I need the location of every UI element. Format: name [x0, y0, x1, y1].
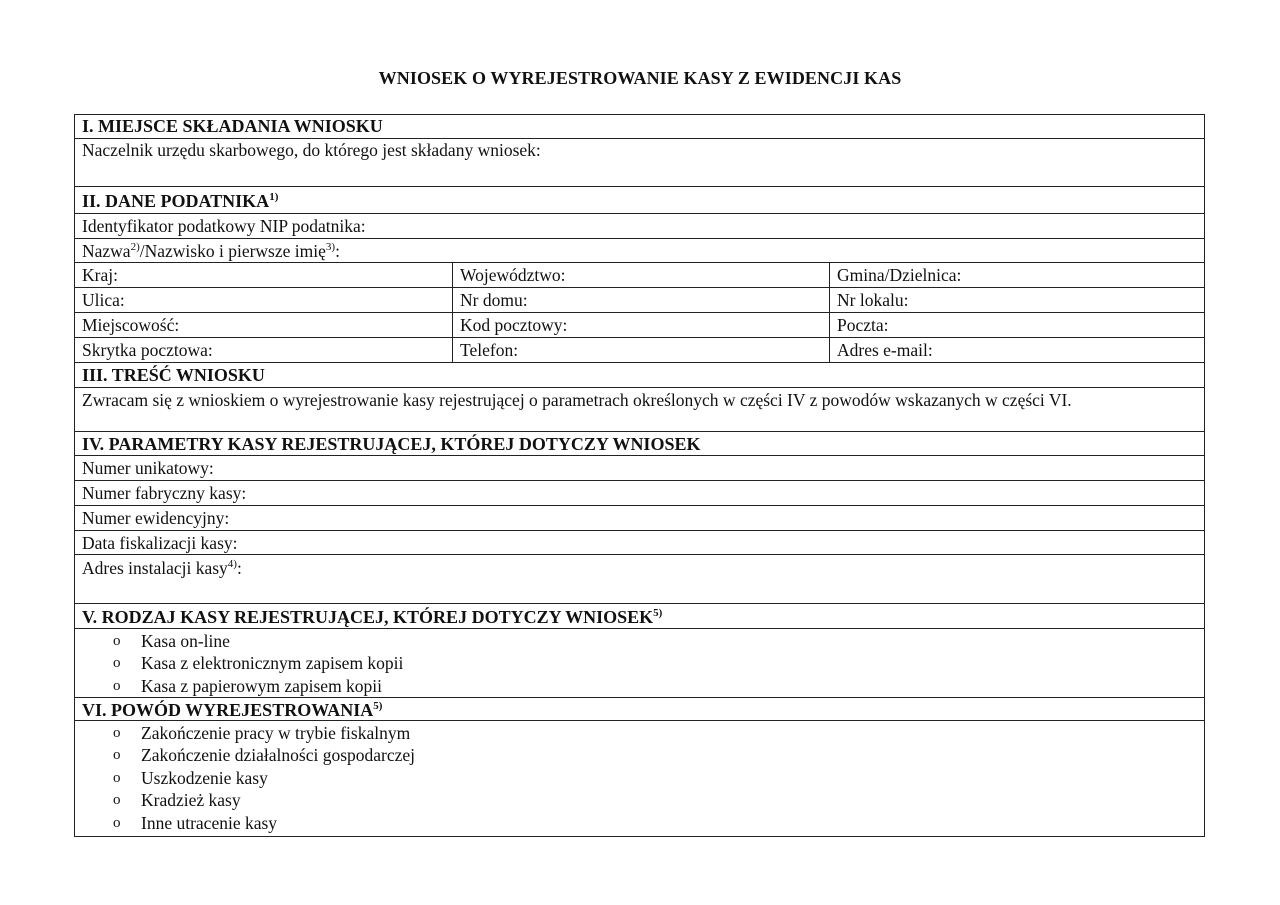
footnote-ref: 3): [325, 241, 336, 253]
fiscalization-date-field[interactable]: [75, 530, 1204, 554]
section-5-heading-text: V. RODZAJ KASY REJESTRUJĄCEJ, KTÓREJ DOTYCZY WNIOSEK: [82, 607, 654, 627]
registration-number-label: Numer ewidencyjny:: [82, 508, 230, 528]
option-other-loss[interactable]: [75, 812, 1204, 835]
name-field[interactable]: [75, 238, 1204, 262]
section-6-header-row: [75, 697, 1204, 720]
serial-number-field[interactable]: [75, 480, 1204, 505]
email-field[interactable]: Adres e-mail:: [837, 340, 933, 360]
request-text-row: [75, 387, 1204, 431]
voivodeship-field[interactable]: Województwo:: [453, 263, 830, 287]
address-row: [75, 312, 1204, 337]
option-label: Kasa on-line: [141, 630, 230, 651]
commune-field[interactable]: Gmina/Dzielnica:: [837, 265, 962, 285]
deregistration-reason-options: [75, 720, 1204, 836]
option-online[interactable]: [75, 630, 1204, 653]
section-3-header-row: [75, 362, 1204, 387]
option-paper-copy[interactable]: [75, 675, 1204, 698]
footnote-ref: 2): [130, 241, 140, 253]
option-label: Kasa z elektronicznym zapisem kopii: [141, 653, 404, 674]
option-end-fiscal-mode[interactable]: [75, 722, 1204, 745]
radio-icon[interactable]: o: [113, 724, 121, 741]
house-number-field[interactable]: Nr domu:: [453, 288, 830, 312]
name-label-b: /Nazwisko i pierwsze imię: [139, 241, 326, 261]
radio-icon[interactable]: o: [113, 632, 121, 649]
tax-office-label: Naczelnik urzędu skarbowego, do którego jest składany wniosek:: [82, 140, 541, 160]
option-electronic-copy[interactable]: [75, 653, 1204, 676]
registration-number-field[interactable]: [75, 505, 1204, 530]
postal-code-field[interactable]: Kod pocztowy:: [453, 313, 830, 337]
apartment-number-field[interactable]: Nr lokalu:: [837, 290, 909, 310]
radio-icon[interactable]: o: [113, 769, 121, 786]
name-label-a: Nazwa: [82, 241, 131, 261]
footnote-ref: 5): [653, 607, 663, 619]
option-label: Zakończenie działalności gospodarczej: [141, 745, 416, 766]
serial-number-label: Numer fabryczny kasy:: [82, 483, 247, 503]
section-2-header-row: [75, 186, 1204, 213]
unique-number-label: Numer unikatowy:: [82, 458, 214, 478]
section-2-heading-text: II. DANE PODATNIKA: [82, 191, 270, 211]
radio-icon[interactable]: o: [113, 792, 121, 809]
city-field[interactable]: Miejscowość:: [75, 313, 453, 337]
po-box-field[interactable]: Skrytka pocztowa:: [75, 338, 453, 362]
footnote-ref: 5): [373, 700, 383, 712]
radio-icon[interactable]: o: [113, 655, 121, 672]
option-damage[interactable]: [75, 767, 1204, 790]
option-end-business[interactable]: [75, 745, 1204, 768]
nip-label: Identyfikator podatkowy NIP podatnika:: [82, 216, 366, 236]
option-label: Zakończenie pracy w trybie fiskalnym: [141, 722, 411, 743]
option-label: Kradzież kasy: [141, 790, 241, 811]
option-theft[interactable]: [75, 790, 1204, 813]
footnote-ref: 1): [269, 191, 279, 203]
section-4-header-row: [75, 431, 1204, 455]
section-4-heading: IV. PARAMETRY KASY REJESTRUJĄCEJ, KTÓREJ DOTYCZY WNIOSEK: [82, 434, 701, 454]
application-form: [74, 114, 1205, 837]
post-office-field[interactable]: Poczta:: [837, 315, 889, 335]
section-6-heading-text: VI. POWÓD WYREJESTROWANIA: [82, 700, 374, 720]
name-label-c: :: [335, 241, 340, 261]
option-label: Uszkodzenie kasy: [141, 767, 268, 788]
nip-field[interactable]: [75, 213, 1204, 238]
address-row: [75, 287, 1204, 312]
installation-address-colon: :: [236, 558, 242, 578]
address-row: [75, 337, 1204, 362]
radio-icon[interactable]: o: [113, 814, 121, 831]
register-type-options: [75, 628, 1204, 697]
unique-number-field[interactable]: [75, 455, 1204, 480]
phone-field[interactable]: Telefon:: [453, 338, 830, 362]
tax-office-field[interactable]: [75, 138, 1204, 186]
radio-icon[interactable]: o: [113, 747, 121, 764]
section-5-header-row: [75, 603, 1204, 628]
address-row: [75, 262, 1204, 287]
fiscalization-date-label: Data fiskalizacji kasy:: [82, 533, 238, 553]
section-1-heading: I. MIEJSCE SKŁADANIA WNIOSKU: [82, 116, 383, 136]
installation-address-label: [75, 555, 1204, 584]
option-label: Kasa z papierowym zapisem kopii: [141, 675, 383, 696]
street-field[interactable]: Ulica:: [75, 288, 453, 312]
footnote-ref: 4): [227, 558, 237, 570]
section-1-header-row: [75, 115, 1204, 138]
radio-icon[interactable]: o: [113, 677, 121, 694]
section-3-heading: III. TREŚĆ WNIOSKU: [82, 365, 265, 385]
form-title: WNIOSEK O WYREJESTROWANIE KASY Z EWIDENCJI KAS: [378, 68, 902, 88]
request-text: Zwracam się z wnioskiem o wyrejestrowanie kasy rejestrującej o parametrach określonych w części IV z powodów wskazanych w części VI.: [82, 390, 1072, 410]
installation-address-field[interactable]: [75, 554, 1204, 603]
installation-address-text: Adres instalacji kasy: [82, 558, 228, 578]
option-label: Inne utracenie kasy: [141, 812, 278, 833]
country-field[interactable]: Kraj:: [75, 263, 453, 287]
